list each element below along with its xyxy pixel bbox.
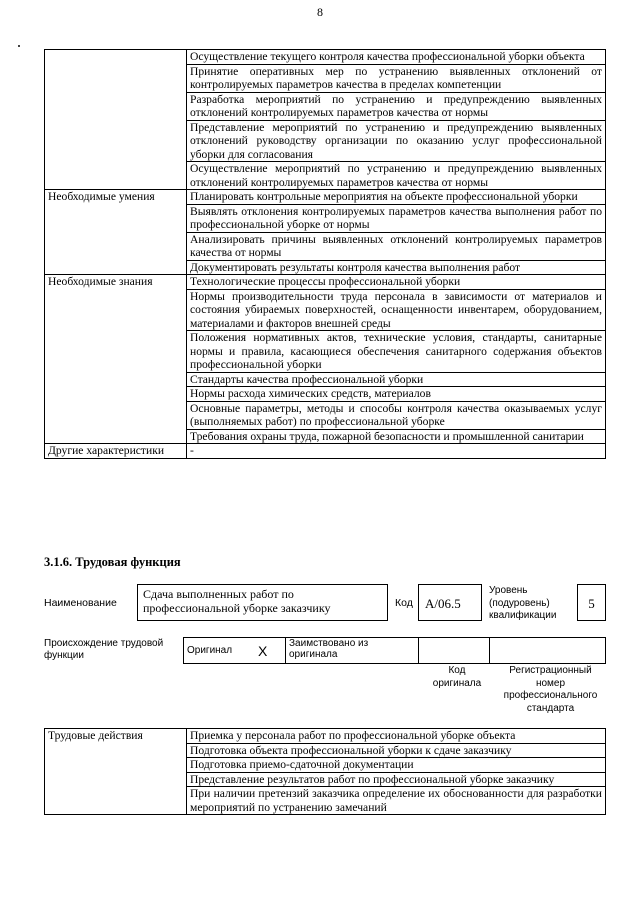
row-item: Подготовка объекта профессиональной уборки к сдаче заказчику (187, 743, 606, 758)
origin-reg-cell (490, 638, 606, 664)
section-heading: 3.1.6. Трудовая функция (44, 555, 181, 569)
origin-code-cell (419, 638, 490, 664)
table-row (45, 275, 606, 290)
row-item: Разработка мероприятий по устранению и предупреждению выявленных отклонений контролируемых параметров качества от нормы (187, 92, 606, 120)
row-item: Подготовка приемо-сдаточной документации (187, 758, 606, 773)
row-item: Стандарты качества профессиональной уборки (187, 372, 606, 387)
level-label (489, 585, 569, 623)
row-item: Технологические процессы профессиональной уборки (187, 275, 606, 290)
original-mark: X (258, 642, 268, 659)
origin-label-text: Происхождение трудовой функции (44, 638, 164, 661)
function-name-box (137, 584, 388, 621)
row-item: Документировать результаты контроля качества выполнения работ (187, 260, 606, 275)
row-label: Другие характеристики (45, 444, 187, 459)
row-label: Необходимые умения (45, 190, 187, 275)
origin-label (44, 638, 179, 662)
code-caption-text: Код оригинала (432, 665, 482, 689)
row-item: Представление мероприятий по устранению и предупреждению выявленных отклонений руководству организации по оказанию услуг профессиональной уборки для согласования (187, 120, 606, 162)
row-item: Осуществление мероприятий по устранению и предупреждению выявленных отклонений контролируемых параметров качества от нормы (187, 162, 606, 190)
table-row (45, 444, 606, 459)
borrowed-cell (286, 638, 419, 664)
level-value: 5 (588, 596, 595, 611)
labor-actions-table (44, 728, 606, 815)
origin-table (183, 637, 606, 664)
table-row (45, 50, 606, 65)
table-row (45, 729, 606, 744)
row-item: Нормы производительности труда персонала в зависимости от материалов и состояния убираемых поверхностей, оснащенности инвентарем, оборудованием, материалами и факторов внешней среды (187, 289, 606, 331)
original-mark-cell (255, 638, 286, 664)
row-item: Осуществление текущего контроля качества профессиональной уборки объекта (187, 50, 606, 65)
row-item: Приемка у персонала работ по профессиональной уборке объекта (187, 729, 606, 744)
row-label (45, 50, 187, 190)
row-item: Нормы расхода химических средств, материалов (187, 387, 606, 402)
row-item: Основные параметры, методы и способы контроля качества оказываемых услуг (выполняемых работ) по профессиональной уборке (187, 401, 606, 429)
borrowed-label: Заимствовано из оригинала (289, 638, 369, 660)
row-label: Трудовые действия (45, 729, 187, 815)
row-item: Требования охраны труда, пожарной безопасности и промышленной санитарии (187, 429, 606, 444)
level-label-text: Уровень (подуровень) квалификации (489, 585, 557, 621)
original-label-cell (184, 638, 256, 664)
row-item: Анализировать причины выявленных отклонений контролируемых параметров качества от нормы (187, 232, 606, 260)
original-label: Оригинал (187, 645, 233, 656)
name-label: Наименование (44, 597, 117, 609)
row-item: Планировать контрольные мероприятия на объекте профессиональной уборки (187, 190, 606, 205)
page-number: 8 (317, 5, 323, 19)
row-item: Представление результатов работ по профессиональной уборке заказчику (187, 772, 606, 787)
function-code-box (418, 584, 482, 621)
scan-dot (18, 45, 20, 47)
row-item: При наличии претензий заказчика определение их обоснованности для разработки мероприятий по устранению замечаний (187, 787, 606, 815)
function-name-value: Сдача выполненных работ по профессиональной уборке заказчику (143, 587, 331, 615)
competency-table (44, 49, 606, 459)
code-label: Код (395, 597, 413, 609)
row-item: Принятие оперативных мер по устранению выявленных отклонений от контролируемых параметров качества в пределах компетенции (187, 64, 606, 92)
code-caption (425, 665, 489, 690)
row-label: Необходимые знания (45, 275, 187, 444)
row-item: - (187, 444, 606, 459)
reg-caption: Регистрационный номер профессионального стандарта (503, 665, 598, 714)
row-item: Выявлять отклонения контролируемых параметров качества выполнения работ по профессиональной уборке от нормы (187, 204, 606, 232)
function-code-value: А/06.5 (425, 596, 461, 611)
row-item: Положения нормативных актов, технические условия, стандарты, санитарные нормы и правила, касающиеся обеспечения санитарного содержания объектов профессиональной уборки (187, 331, 606, 373)
level-box (577, 584, 606, 621)
table-row (45, 190, 606, 205)
